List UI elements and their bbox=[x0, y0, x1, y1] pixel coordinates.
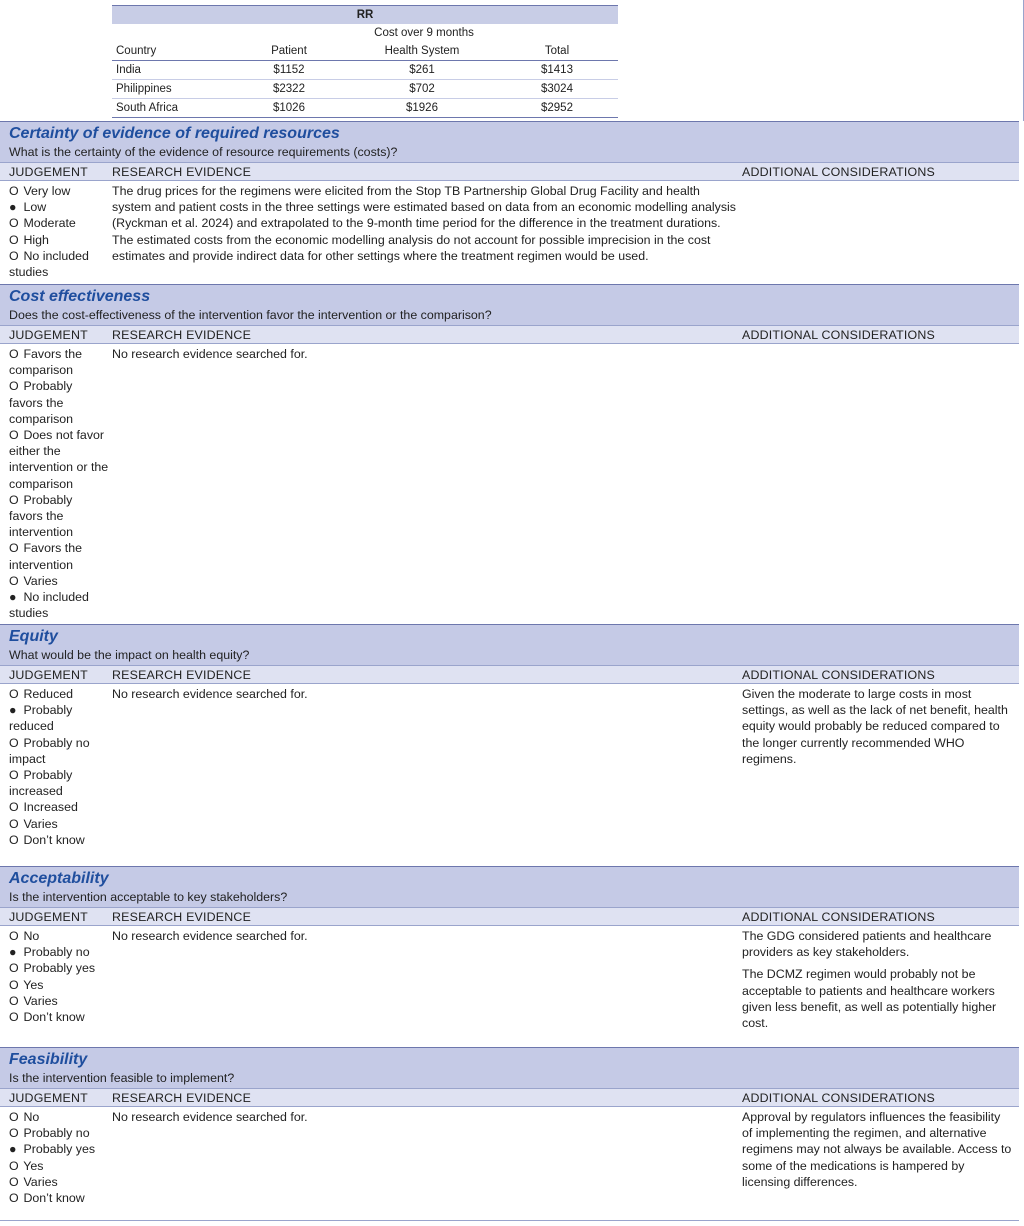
judgement-option[interactable] bbox=[9, 767, 109, 799]
radio-unselected-icon: O bbox=[9, 216, 19, 231]
judgement-options bbox=[9, 183, 109, 280]
cost-col-patient: Patient bbox=[230, 42, 348, 61]
judgement-option[interactable] bbox=[9, 540, 109, 572]
consideration-paragraph: Approval by regulators influences the feasibility of implementing the regimen, and alternative regimens may not always be available. Access to some of the medications is hampered by licensing differences. bbox=[742, 1110, 1012, 1189]
judgement-option[interactable] bbox=[9, 378, 109, 427]
judgement-option-label: Probably reduced bbox=[9, 703, 73, 734]
section-acceptability bbox=[0, 866, 1019, 1041]
cost-cell-patient: $2322 bbox=[230, 80, 348, 99]
cost-cell-total: $1413 bbox=[496, 61, 618, 80]
radio-unselected-icon: O bbox=[9, 977, 19, 992]
judgement-option[interactable] bbox=[9, 215, 109, 231]
judgement-option[interactable] bbox=[9, 1109, 109, 1125]
consideration-paragraph: The GDG considered patients and healthcare providers as key stakeholders. bbox=[742, 929, 992, 960]
judgement-option[interactable] bbox=[9, 1141, 109, 1157]
radio-selected-icon: ● bbox=[9, 590, 17, 605]
col-additional-considerations: ADDITIONAL CONSIDERATIONS bbox=[742, 328, 935, 342]
research-evidence-text: No research evidence searched for. bbox=[112, 687, 308, 701]
col-judgement: JUDGEMENT bbox=[9, 165, 88, 179]
section-title: Feasibility bbox=[9, 1051, 88, 1068]
judgement-option-label: Probably no impact bbox=[9, 735, 90, 766]
radio-unselected-icon: O bbox=[9, 541, 19, 556]
judgement-option-label: Probably no bbox=[23, 945, 90, 960]
section-certainty-resources bbox=[0, 121, 1019, 280]
judgement-option-label: Yes bbox=[23, 977, 44, 992]
section-title: Certainty of evidence of required resources bbox=[9, 125, 340, 142]
col-additional-considerations: ADDITIONAL CONSIDERATIONS bbox=[742, 668, 935, 682]
radio-unselected-icon: O bbox=[9, 768, 19, 783]
col-additional-considerations: ADDITIONAL CONSIDERATIONS bbox=[742, 1091, 935, 1105]
section-body bbox=[0, 181, 1019, 280]
cost-cell-patient: $1152 bbox=[230, 61, 348, 80]
col-additional-considerations: ADDITIONAL CONSIDERATIONS bbox=[742, 910, 935, 924]
cost-cell-health-system: $261 bbox=[348, 61, 496, 80]
section-body bbox=[0, 1107, 1019, 1211]
judgement-option[interactable] bbox=[9, 1125, 109, 1141]
research-evidence-text: The drug prices for the regimens were elicited from the Stop TB Partnership Global Drug Facility and health system and patient costs in the three settings were estimated based on data from an economic modelling analysis (Ryckman et al. 2024) and extrapolated to the 9-month time period for the difference in the treatment durations. The estimated costs from the economic modelling analysis do not account for possible imprecision in the cost estimates and provide indirect data for other settings where the treatment regimen would be used. bbox=[112, 184, 736, 263]
section-cost-effectiveness bbox=[0, 284, 1019, 619]
col-research-evidence: RESEARCH EVIDENCE bbox=[112, 165, 252, 179]
radio-unselected-icon: O bbox=[9, 492, 19, 507]
judgement-option-label: Yes bbox=[23, 1158, 44, 1173]
section-header bbox=[0, 284, 1019, 325]
radio-unselected-icon: O bbox=[9, 1191, 19, 1206]
cost-cell-total: $2952 bbox=[496, 99, 618, 118]
col-additional-considerations: ADDITIONAL CONSIDERATIONS bbox=[742, 165, 935, 179]
cost-table-subheader: Cost over 9 months bbox=[374, 27, 474, 39]
judgement-option-label: Probably favors the comparison bbox=[9, 379, 74, 426]
judgement-option-label: Reduced bbox=[23, 687, 74, 701]
judgement-option[interactable] bbox=[9, 589, 109, 621]
column-header-row bbox=[0, 1088, 1019, 1107]
table-row bbox=[112, 61, 618, 80]
judgement-option[interactable] bbox=[9, 1158, 109, 1174]
section-title: Cost effectiveness bbox=[9, 288, 151, 305]
research-evidence-text: No research evidence searched for. bbox=[112, 1110, 308, 1124]
col-judgement: JUDGEMENT bbox=[9, 328, 88, 342]
judgement-option-label: Probably yes bbox=[23, 1142, 96, 1157]
radio-selected-icon: ● bbox=[9, 200, 17, 215]
judgement-option[interactable] bbox=[9, 1174, 109, 1190]
section-title: Equity bbox=[9, 628, 58, 645]
cost-table-container bbox=[0, 0, 1024, 121]
column-header-row bbox=[0, 325, 1019, 344]
radio-unselected-icon: O bbox=[9, 1126, 19, 1141]
radio-unselected-icon: O bbox=[9, 993, 19, 1008]
cost-col-health-system: Health System bbox=[348, 42, 496, 61]
judgement-options bbox=[9, 346, 109, 621]
judgement-option-label: Moderate bbox=[23, 216, 76, 231]
judgement-option-label: Favors the comparison bbox=[9, 347, 82, 378]
judgement-options bbox=[9, 1109, 109, 1206]
radio-unselected-icon: O bbox=[9, 832, 19, 847]
table-end-rule bbox=[0, 1220, 1019, 1221]
table-row bbox=[112, 99, 618, 118]
col-research-evidence: RESEARCH EVIDENCE bbox=[112, 668, 252, 682]
radio-unselected-icon: O bbox=[9, 1158, 19, 1173]
additional-considerations bbox=[742, 1109, 1014, 1196]
section-title: Acceptability bbox=[9, 870, 109, 887]
judgement-option-label: No included studies bbox=[9, 248, 89, 280]
radio-selected-icon: ● bbox=[9, 1142, 17, 1157]
radio-unselected-icon: O bbox=[9, 961, 19, 976]
column-header-row bbox=[0, 665, 1019, 684]
consideration-paragraph: Given the moderate to large costs in most settings, as well as the lack of net benefit, health equity would probably be reduced compared to the longer currently recommended WHO regimens. bbox=[742, 687, 1008, 766]
radio-unselected-icon: O bbox=[9, 1174, 19, 1189]
radio-unselected-icon: O bbox=[9, 184, 19, 198]
column-header-row bbox=[0, 162, 1019, 181]
additional-considerations bbox=[742, 686, 1014, 773]
judgement-option[interactable] bbox=[9, 183, 109, 199]
cost-cell-total: $3024 bbox=[496, 80, 618, 99]
col-judgement: JUDGEMENT bbox=[9, 910, 88, 924]
col-research-evidence: RESEARCH EVIDENCE bbox=[112, 910, 252, 924]
radio-unselected-icon: O bbox=[9, 1010, 19, 1025]
judgement-option-label: Don’t know bbox=[23, 832, 85, 847]
judgement-option[interactable] bbox=[9, 832, 109, 848]
radio-unselected-icon: O bbox=[9, 428, 19, 443]
section-question: What would be the impact on health equity? bbox=[9, 648, 250, 662]
judgement-option[interactable] bbox=[9, 427, 109, 492]
judgement-option-label: Varies bbox=[23, 573, 58, 588]
cost-table-rr-header: RR bbox=[112, 6, 618, 25]
judgement-options bbox=[9, 686, 109, 848]
research-evidence-text: No research evidence searched for. bbox=[112, 929, 308, 943]
judgement-option[interactable] bbox=[9, 799, 109, 815]
judgement-option-label: Does not favor either the intervention or the comparison bbox=[9, 428, 109, 491]
radio-unselected-icon: O bbox=[9, 347, 19, 361]
cost-cell-patient: $1026 bbox=[230, 99, 348, 118]
judgement-option-label: Varies bbox=[23, 993, 58, 1008]
judgement-option[interactable] bbox=[9, 702, 109, 734]
radio-unselected-icon: O bbox=[9, 800, 19, 815]
judgement-option-label: High bbox=[23, 232, 49, 247]
judgement-option[interactable] bbox=[9, 199, 109, 215]
judgement-option[interactable] bbox=[9, 735, 109, 767]
judgement-option[interactable] bbox=[9, 977, 109, 993]
section-question: What is the certainty of the evidence of resource requirements (costs)? bbox=[9, 145, 398, 159]
cost-table bbox=[112, 5, 618, 118]
col-research-evidence: RESEARCH EVIDENCE bbox=[112, 1091, 252, 1105]
column-header-row bbox=[0, 907, 1019, 926]
judgement-option-label: Probably no bbox=[23, 1126, 90, 1141]
judgement-option[interactable] bbox=[9, 248, 109, 280]
col-research-evidence: RESEARCH EVIDENCE bbox=[112, 328, 252, 342]
judgement-options bbox=[9, 928, 109, 1025]
radio-unselected-icon: O bbox=[9, 248, 19, 263]
section-question: Is the intervention feasible to implement? bbox=[9, 1071, 235, 1085]
section-feasibility bbox=[0, 1047, 1019, 1211]
additional-considerations bbox=[742, 928, 1014, 1037]
judgement-option[interactable] bbox=[9, 944, 109, 960]
section-header bbox=[0, 624, 1019, 665]
judgement-option-label: Varies bbox=[23, 1174, 58, 1189]
cost-col-total: Total bbox=[496, 42, 618, 61]
judgement-option-label: Favors the intervention bbox=[9, 541, 82, 572]
section-header bbox=[0, 1047, 1019, 1088]
section-body bbox=[0, 926, 1019, 1041]
radio-unselected-icon: O bbox=[9, 929, 19, 943]
radio-unselected-icon: O bbox=[9, 687, 19, 701]
section-question: Does the cost-effectiveness of the intervention favor the intervention or the comparison? bbox=[9, 308, 492, 322]
radio-selected-icon: ● bbox=[9, 703, 17, 718]
judgement-option[interactable] bbox=[9, 573, 109, 589]
section-equity bbox=[0, 624, 1019, 860]
cost-cell-country: Philippines bbox=[112, 80, 230, 99]
radio-selected-icon: ● bbox=[9, 945, 17, 960]
judgement-option[interactable] bbox=[9, 346, 109, 378]
judgement-option-label: No included studies bbox=[9, 590, 89, 621]
radio-unselected-icon: O bbox=[9, 379, 19, 394]
judgement-option-label: Probably favors the intervention bbox=[9, 492, 74, 540]
judgement-option[interactable] bbox=[9, 492, 109, 541]
section-header bbox=[0, 121, 1019, 162]
cost-cell-health-system: $1926 bbox=[348, 99, 496, 118]
judgement-option-label: No bbox=[23, 929, 40, 943]
cost-cell-health-system: $702 bbox=[348, 80, 496, 99]
judgement-option-label: Increased bbox=[23, 800, 78, 815]
radio-unselected-icon: O bbox=[9, 1110, 19, 1124]
section-body bbox=[0, 684, 1019, 860]
col-judgement: JUDGEMENT bbox=[9, 668, 88, 682]
judgement-option[interactable] bbox=[9, 686, 109, 702]
cost-cell-country: India bbox=[112, 61, 230, 80]
judgement-option-label: No bbox=[23, 1110, 40, 1124]
research-evidence-text: No research evidence searched for. bbox=[112, 347, 308, 361]
judgement-option-label: Low bbox=[23, 200, 47, 215]
consideration-paragraph: The DCMZ regimen would probably not be acceptable to patients and healthcare workers given less benefit, as well as potentially higher cost. bbox=[742, 967, 997, 1031]
radio-unselected-icon: O bbox=[9, 232, 19, 247]
section-body bbox=[0, 344, 1019, 619]
judgement-option[interactable] bbox=[9, 1190, 109, 1206]
radio-unselected-icon: O bbox=[9, 735, 19, 750]
judgement-option[interactable] bbox=[9, 816, 109, 832]
radio-unselected-icon: O bbox=[9, 573, 19, 588]
judgement-option-label: Very low bbox=[23, 184, 71, 198]
radio-unselected-icon: O bbox=[9, 816, 19, 831]
judgement-option[interactable] bbox=[9, 928, 109, 944]
judgement-option[interactable] bbox=[9, 960, 109, 976]
table-row bbox=[112, 80, 618, 99]
judgement-option[interactable] bbox=[9, 1009, 109, 1025]
section-header bbox=[0, 866, 1019, 907]
judgement-option-label: Probably increased bbox=[9, 768, 73, 799]
cost-col-country: Country bbox=[112, 42, 230, 61]
judgement-option[interactable] bbox=[9, 232, 109, 248]
judgement-option-label: Probably yes bbox=[23, 961, 96, 976]
col-judgement: JUDGEMENT bbox=[9, 1091, 88, 1105]
judgement-option-label: Don’t know bbox=[23, 1010, 85, 1025]
judgement-option-label: Don’t know bbox=[23, 1191, 85, 1206]
cost-cell-country: South Africa bbox=[112, 99, 230, 118]
judgement-option[interactable] bbox=[9, 993, 109, 1009]
judgement-option-label: Varies bbox=[23, 816, 58, 831]
section-question: Is the intervention acceptable to key stakeholders? bbox=[9, 890, 288, 904]
